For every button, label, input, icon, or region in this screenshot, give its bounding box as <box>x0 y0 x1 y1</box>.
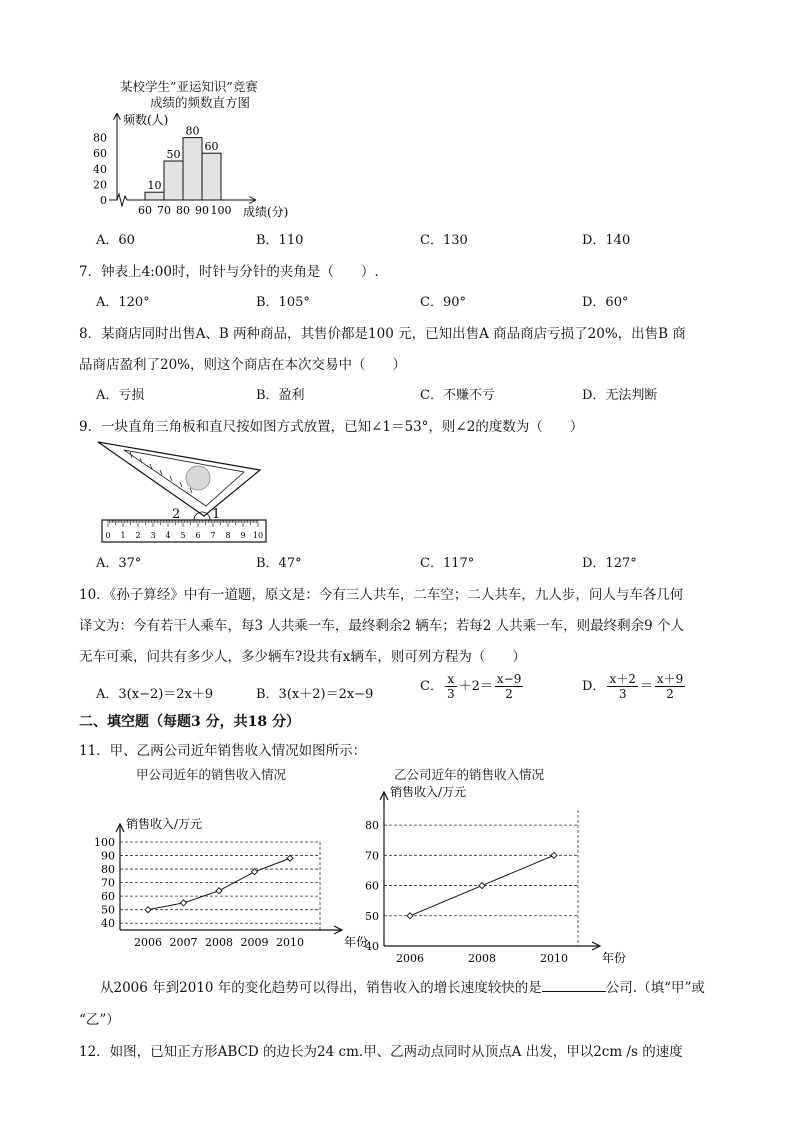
q10-option-a[interactable]: A．3(x−2)＝2x＋9 <box>96 687 214 702</box>
xtick-label: 2006 <box>396 952 424 965</box>
q12-text: 12．如图，已知正方形ABCD 的边长为24 cm.甲、乙两动点同时从顶点A 出发，甲以2cm /s 的速度 <box>79 1044 683 1060</box>
y-axis-label: 销售收入/万元 <box>126 817 203 831</box>
ytick-label: 90 <box>101 849 115 863</box>
ruler-mark-label: 1 <box>120 531 126 540</box>
data-point <box>479 883 485 889</box>
data-point <box>252 869 258 875</box>
data-point <box>216 888 222 894</box>
xtick-label: 2009 <box>240 936 269 949</box>
angle-1-label: 1 <box>212 507 221 522</box>
q10-d-frac1: $\frac{x+2}{3}$ <box>609 672 636 701</box>
q10-text-line2: 译文为：今有若干人乘车，每3 人共乘一车，最终剩余2 辆车；若每2 人共乘一车，则最终剩余9 个人 <box>79 618 685 634</box>
hist-ytick-label: 80 <box>93 131 107 145</box>
q8-option-c[interactable]: C．不赚不亏 <box>420 388 495 403</box>
xtick-label: 2010 <box>540 952 568 965</box>
ruler-mark-label: 4 <box>165 531 171 540</box>
hist-xtick-label: 70 <box>157 204 171 217</box>
q9-text: 9．一块直角三角板和直尺按如图方式放置，已知∠1＝53°，则∠2的度数为（ ） <box>79 419 584 435</box>
q11-body-line2: “乙”） <box>79 1012 120 1028</box>
x-axis-label: 年份 <box>344 935 369 949</box>
q11-body-line1 <box>100 976 705 996</box>
q10-c-mid: ＋2＝ <box>458 679 493 694</box>
ruler-mark-label: 10 <box>252 531 264 540</box>
histogram-title-2: 成绩的频数直方图 <box>150 95 251 110</box>
hist-bar <box>164 161 183 200</box>
histogram-title-1: 某校学生”亚运知识”竞赛 <box>120 79 258 94</box>
hist-ytick-label: 20 <box>93 178 107 192</box>
hist-bar-label: 60 <box>204 140 219 154</box>
xtick-label: 2010 <box>276 936 304 949</box>
ytick-label: 70 <box>365 849 379 863</box>
hist-bar-label: 80 <box>185 124 200 138</box>
ytick-label: 50 <box>365 909 379 923</box>
ytick-label: 80 <box>101 863 115 877</box>
hist-xtick-label: 60 <box>138 204 152 217</box>
ytick-label: 60 <box>365 879 379 893</box>
hist-bar-label: 50 <box>166 148 181 161</box>
ytick-label: 50 <box>101 903 115 917</box>
x-axis-label: 年份 <box>602 951 627 965</box>
q10-option-b[interactable]: B．3(x＋2)＝2x−9 <box>256 687 374 702</box>
q8-option-a[interactable]: A．亏损 <box>96 388 145 403</box>
hist-xtick-label: 90 <box>195 204 209 217</box>
q7-text: 7．钟表上4:00时，时针与分针的夹角是（ ）. <box>79 264 379 280</box>
ruler-mark-label: 3 <box>150 531 156 540</box>
q8-text-line1: 8．某商店同时出售A、B 两种商品，其售价都是100 元，已知出售A 商品商店亏损了20%，出售B 商 <box>79 326 686 342</box>
q9-option-d[interactable]: D．127° <box>582 556 637 571</box>
q7-option-d[interactable]: D．60° <box>582 295 629 310</box>
hist-xtick-label: 80 <box>176 204 190 217</box>
q7-option-a[interactable]: A．120° <box>96 295 150 310</box>
ytick-label: 70 <box>101 876 115 890</box>
hist-ytick-label: 40 <box>93 162 107 176</box>
data-point <box>145 907 151 913</box>
q6-option-a[interactable]: A．60 <box>96 233 135 248</box>
angle-2-label: 2 <box>172 507 181 522</box>
xtick-label: 2007 <box>169 936 198 949</box>
section-2-heading: 二、填空题（每题3 分，共18 分） <box>79 714 300 730</box>
q9-option-b[interactable]: B．47° <box>256 556 302 571</box>
chart-yi-title: 乙公司近年的销售收入情况 <box>394 767 545 782</box>
hist-xlabel: 成绩(分) <box>243 205 289 219</box>
q10-option-d[interactable] <box>582 672 687 701</box>
xtick-label: 2008 <box>205 936 233 949</box>
q10-text-line3: 无车可乘，问共有多少人，多少辆车?设共有x辆车，则可列方程为（ ） <box>79 649 526 665</box>
ruler-mark-label: 7 <box>210 531 216 540</box>
triangle-ruler-figure <box>94 436 284 546</box>
q10-c-prefix: C． <box>420 679 443 694</box>
q11-text: 11．甲、乙两公司近年销售收入情况如图所示： <box>79 743 367 759</box>
ruler-mark-label: 0 <box>105 531 111 540</box>
ruler-mark-label: 2 <box>135 531 141 540</box>
q7-option-b[interactable]: B．105° <box>256 295 310 310</box>
q10-c-frac2: $\frac{x-9}{2}$ <box>496 672 522 701</box>
ruler-mark-label: 6 <box>195 531 201 540</box>
hist-bar-label: 10 <box>147 179 162 193</box>
hist-bar <box>202 153 221 200</box>
hist-ytick-label: 0 <box>100 194 107 207</box>
q8-text-line2: 品商店盈利了20%，则这个商店在本次交易中（ ） <box>79 357 407 373</box>
ytick-label: 40 <box>101 917 115 931</box>
xtick-label: 2008 <box>468 952 496 965</box>
q8-option-b[interactable]: B．盈利 <box>256 388 305 403</box>
q10-d-prefix: D． <box>582 679 606 694</box>
hist-ytick-label: 60 <box>93 147 107 161</box>
y-axis-label: 销售收入/万元 <box>390 785 467 799</box>
q6-option-c[interactable]: C．130 <box>420 233 468 248</box>
ytick-label: 60 <box>101 890 115 904</box>
q11-answer-blank[interactable] <box>542 979 606 992</box>
histogram-figure <box>85 108 405 228</box>
data-point <box>181 900 187 906</box>
q8-option-d[interactable]: D．无法判断 <box>582 388 658 403</box>
q11-body-text-b: 公司.（填“甲”或 <box>605 980 705 996</box>
q11-body-text: 从2006 年到2010 年的变化趋势可以得出，销售收入的增长速度较快的是 <box>100 980 542 996</box>
hist-ylabel: 频数(人) <box>123 113 169 127</box>
q10-c-frac1: $\frac{x}{3}$ <box>446 672 455 701</box>
ruler-mark-label: 9 <box>240 531 246 540</box>
q10-option-c[interactable] <box>420 672 525 701</box>
q10-text-line1: 10．《孙子算经》中有一道题，原文是：今有三人共车，二车空；二人共车，九人步，问人与车各几何 <box>79 587 684 603</box>
q10-d-frac2: $\frac{x+9}{2}$ <box>656 672 684 701</box>
q10-d-mid: ＝ <box>639 679 653 694</box>
ytick-label: 80 <box>365 819 379 833</box>
hist-bar <box>183 138 202 200</box>
ruler-mark-label: 8 <box>225 531 231 540</box>
q9-option-c[interactable]: C．117° <box>420 556 475 571</box>
chart-yi <box>350 784 627 965</box>
q9-option-a[interactable]: A．37° <box>96 556 142 571</box>
ruler-mark-label: 5 <box>180 531 186 540</box>
chart-jia-title: 甲公司近年的销售收入情况 <box>136 767 287 782</box>
xtick-label: 2006 <box>134 936 162 949</box>
ytick-label: 40 <box>365 940 379 953</box>
hist-xtick-label: 100 <box>210 204 232 217</box>
ytick-label: 100 <box>94 836 115 849</box>
series-line <box>148 858 290 909</box>
q6-option-d[interactable]: D．140 <box>582 233 631 248</box>
data-point <box>551 852 557 858</box>
data-point <box>407 913 413 919</box>
hist-bar <box>145 192 164 200</box>
q6-option-b[interactable]: B．110 <box>256 233 304 248</box>
chart-jia <box>86 817 369 958</box>
q7-option-c[interactable]: C．90° <box>420 295 466 310</box>
data-point <box>287 855 293 861</box>
